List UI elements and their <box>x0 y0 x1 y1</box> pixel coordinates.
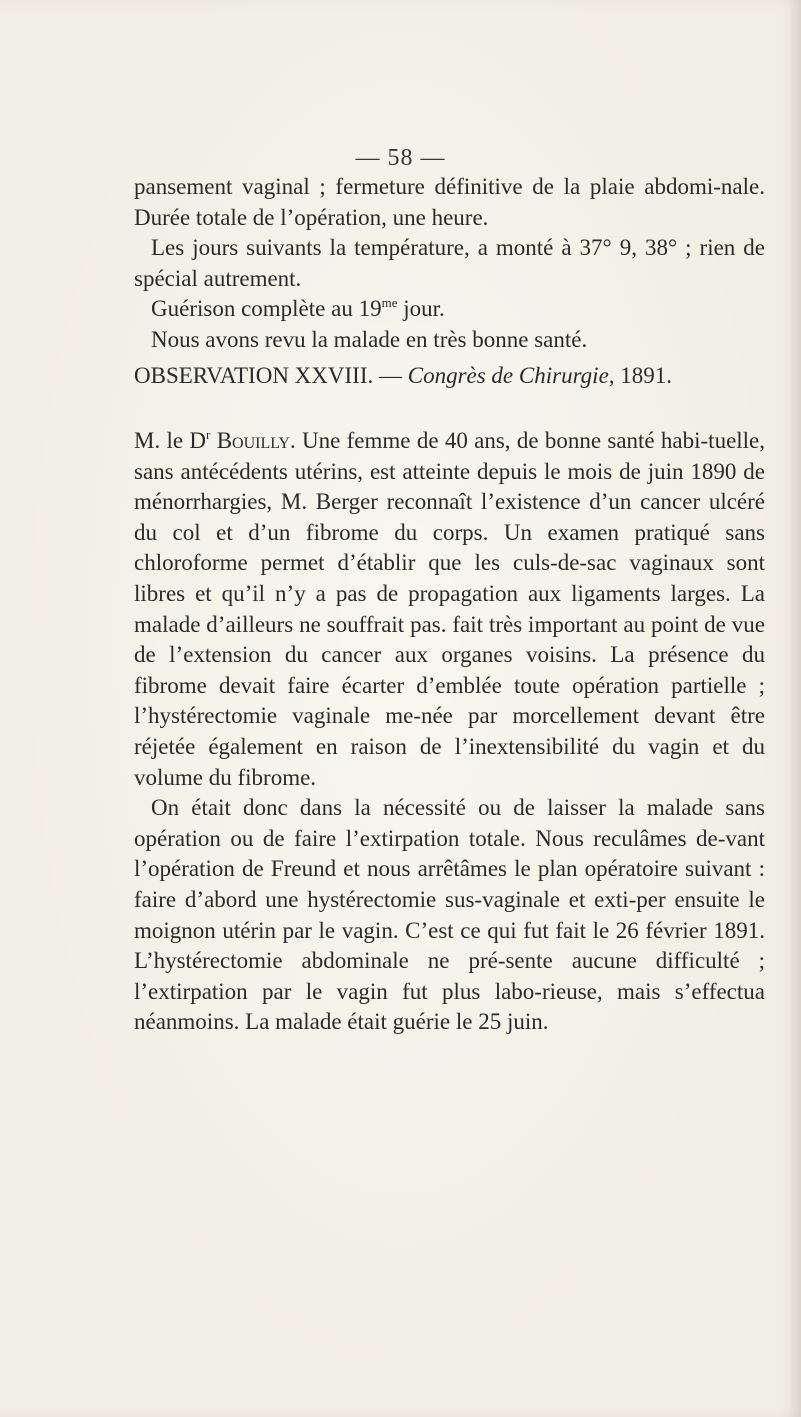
paragraph-dressing: pansement vaginal ; fermeture définitive de la plaie abdomi-nale. Durée totale de l’opération, une heure. <box>134 174 765 230</box>
paragraph-recovery <box>134 294 765 325</box>
observation-heading <box>134 363 774 389</box>
top-text-block <box>134 172 765 356</box>
paragraph-follow-up: Nous avons revu la malade en très bonne santé. <box>151 326 588 352</box>
observation-year: 1891. <box>620 363 673 388</box>
author-name: Bouilly. <box>216 428 296 453</box>
paragraph-temperature: Les jours suivants la température, a monté à 37° 9, 38° ; rien de spécial autrement. <box>134 235 765 291</box>
case-description-text: Une femme de 40 ans, de bonne santé habi-tuelle, sans antécédents utérins, est atteinte depuis le mois de juin 1890 de ménorrhargies, M. Berger reconnaît l’existence d’un cancer ulcéré du col et d’un fibrome du corps. Un examen pratiqué sans chloroforme permet d’établir que les culs-de-sac vaginaux sont libres et qu’il n’y a pas de propagation aux ligaments larges. La malade d’ailleurs ne souffrait pas. fait très important au point de vue de l’extension du cancer aux organes voisins. La présence du fibrome devait faire écarter d’emblée toute opération partielle ; l’hystérectomie vaginale me-née par morcellement devant être réjetée également en raison de l’inextensibilité du vagin et du volume du fibrome. <box>134 428 766 790</box>
author-sup: r <box>206 427 211 442</box>
author-prefix: M. le D <box>134 428 207 453</box>
paragraph-case-description <box>134 426 765 793</box>
paragraph-operation: On était donc dans la nécessité ou de laisser la malade sans opération ou de faire l’extirpation totale. Nous reculâmes de-vant l’opération de Freund et nous arrêtâmes le plan opératoire suivant : faire d’abord une hystérectomie sus-vaginale et exti-per ensuite le moignon utérin par le vagin. C’est ce qui fut fait le 26 février 1891. L’hystérectomie abdominale ne pré-sente aucune difficulté ; l’extirpation par le vagin fut plus labo-rieuse, mais s’effectua néanmoins. La malade était guérie le 25 juin. <box>134 795 765 1035</box>
observation-source: Congrès de Chirurgie, <box>407 363 615 388</box>
observation-separator: — <box>378 363 402 388</box>
observation-body <box>134 426 765 1038</box>
recovery-text: Guérison complète au $19^{me}$ jour. <box>151 295 445 322</box>
page-number: — 58 — <box>355 145 446 171</box>
observation-title: OBSERVATION XXVIII. <box>134 363 374 388</box>
